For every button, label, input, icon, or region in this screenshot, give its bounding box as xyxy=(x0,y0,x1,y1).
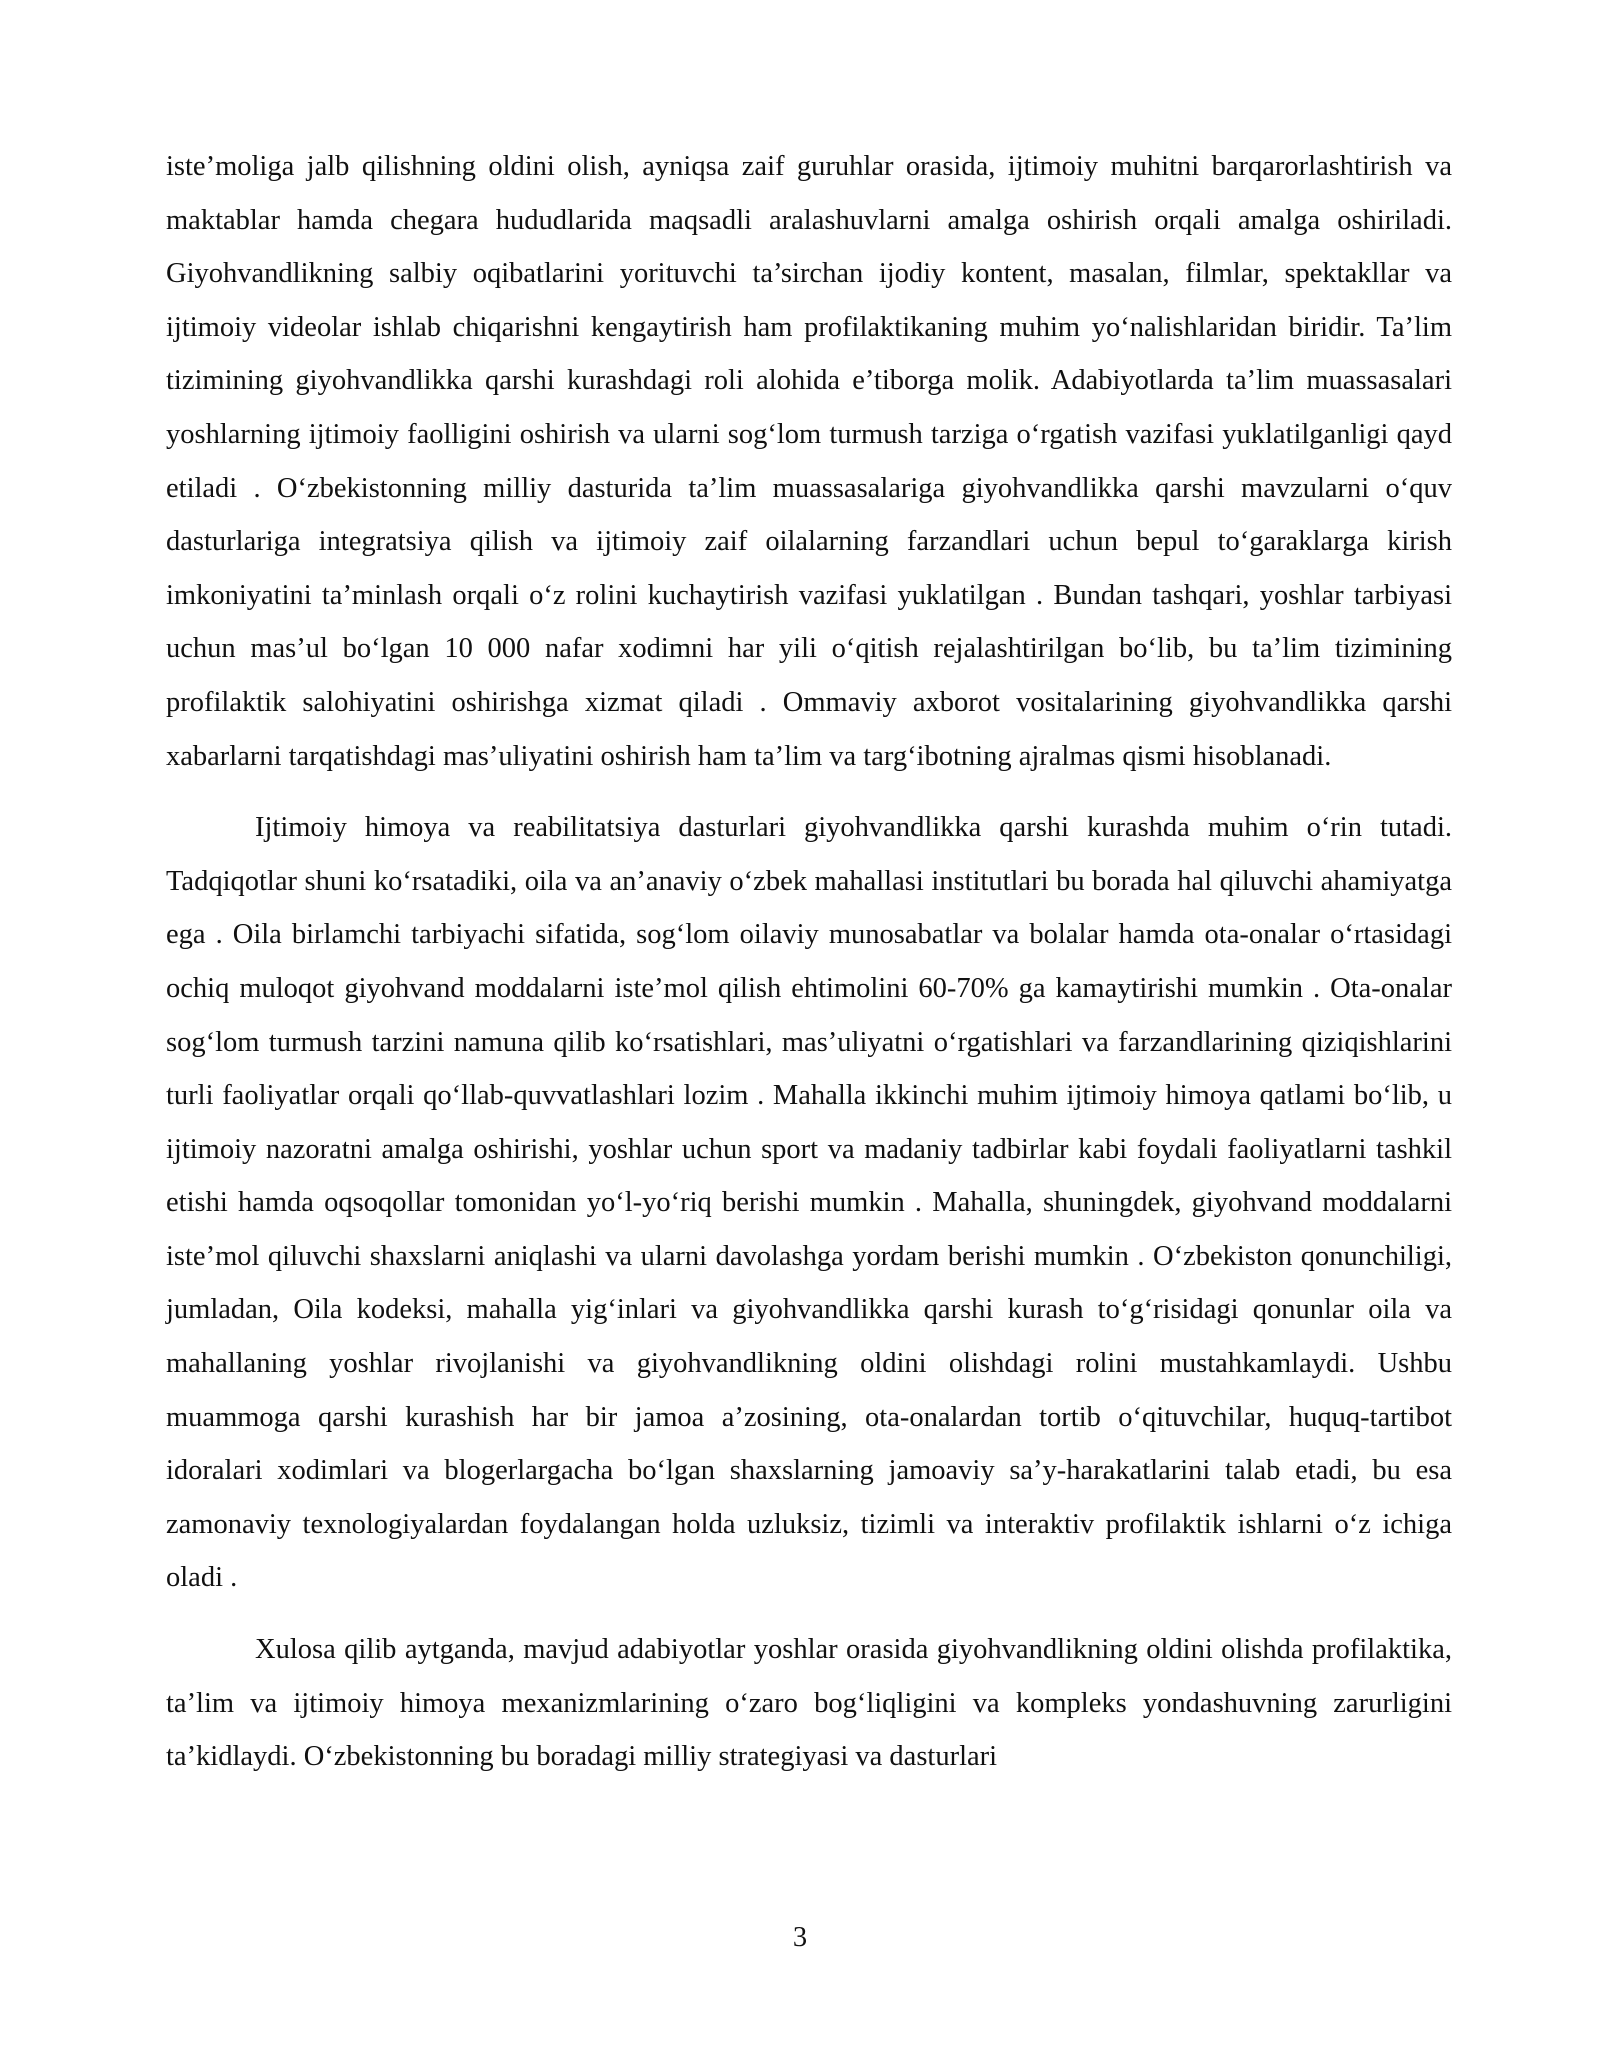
paragraph-conclusion: Xulosa qilib aytganda, mavjud adabiyotlar yoshlar orasida giyohvandlikning oldini olishda profilaktika, ta’lim va ijtimoiy himoya mexanizmlarining o‘zaro bog‘liqligini va kompleks yondashuvning zarurligini ta’kidlaydi. O‘zbekistonning bu boradagi milliy strategiyasi va dasturlari xyxy=(166,1634,1452,1773)
page-number: 3 xyxy=(792,1922,808,1953)
body-text xyxy=(166,140,1452,1784)
paragraph-social-protection: Ijtimoiy himoya va reabilitatsiya dasturlari giyohvandlikka qarshi kurashda muhim o‘rin tutadi. Tadqiqotlar shuni ko‘rsatadiki, oila va an’anaviy o‘zbek mahallasi institutlari bu borada hal qiluvchi ahamiyatga ega . Oila birlamchi tarbiyachi sifatida, sog‘lom oilaviy munosabatlar va bolalar hamda ota-onalar o‘rtasidagi ochiq muloqot giyohvand moddalarni iste’mol qilish ehtimolini 60-70% ga kamaytirishi mumkin . Ota-onalar sog‘lom turmush tarzini namuna qilib ko‘rsatishlari, mas’uliyatni o‘rgatishlari va farzandlarining qiziqishlarini turli faoliyatlar orqali qo‘llab-quvvatlashlari lozim . Mahalla ikkinchi muhim ijtimoiy himoya qatlami bo‘lib, u ijtimoiy nazoratni amalga oshirishi, yoshlar uchun sport va madaniy tadbirlar kabi foydali faoliyatlarni tashkil etishi hamda oqsoqollar tomonidan yo‘l-yo‘riq berishi mumkin . Mahalla, shuningdek, giyohvand moddalarni iste’mol qiluvchi shaxslarni aniqlashi va ularni davolashga yordam berishi mumkin . O‘zbekiston qonunchiligi, jumladan, Oila kodeksi, mahalla yig‘inlari va giyohvandlikka qarshi kurash to‘g‘risidagi qonunlar oila va mahallaning yoshlar rivojlanishi va giyohvandlikning oldini olishdagi rolini mustahkamlaydi. Ushbu muammoga qarshi kurashish har bir jamoa a’zosining, ota-onalardan tortib o‘qituvchilar, huquq-tartibot idoralari xodimlari va blogerlargacha bo‘lgan shaxslarning jamoaviy sa’y-harakatlarini talab etadi, bu esa zamonaviy texnologiyalardan foydalangan holda uzluksiz, tizimli va interaktiv profilaktik ishlarni o‘z ichiga oladi . xyxy=(166,812,1452,1594)
paragraph-prevention-education: iste’moliga jalb qilishning oldini olish, ayniqsa zaif guruhlar orasida, ijtimoiy muhitni barqarorlashtirish va maktablar hamda chegara hududlarida maqsadli aralashuvlarni amalga oshirish orqali amalga oshiriladi. Giyohvandlikning salbiy oqibatlarini yorituvchi ta’sirchan ijodiy kontent, masalan, filmlar, spektakllar va ijtimoiy videolar ishlab chiqarishni kengaytirish ham profilaktikaning muhim yo‘nalishlaridan biridir. Ta’lim tizimining giyohvandlikka qarshi kurashdagi roli alohida e’tiborga molik. Adabiyotlarda ta’lim muassasalari yoshlarning ijtimoiy faolligini oshirish va ularni sog‘lom turmush tarziga o‘rgatish vazifasi yuklatilganligi qayd etiladi . O‘zbekistonning milliy dasturida ta’lim muassasalariga giyohvandlikka qarshi mavzularni o‘quv dasturlariga integratsiya qilish va ijtimoiy zaif oilalarning farzandlari uchun bepul to‘garaklarga kirish imkoniyatini ta’minlash orqali o‘z rolini kuchaytirish vazifasi yuklatilgan . Bundan tashqari, yoshlar tarbiyasi uchun mas’ul bo‘lgan 10 000 nafar xodimni har yili o‘qitish rejalashtirilgan bo‘lib, bu ta’lim tizimining profilaktik salohiyatini oshirishga xizmat qiladi . Ommaviy axborot vositalarining giyohvandlikka qarshi xabarlarni tarqatishdagi mas’uliyatini oshirish ham ta’lim va targ‘ibotning ajralmas qismi hisoblanadi. xyxy=(166,151,1452,772)
